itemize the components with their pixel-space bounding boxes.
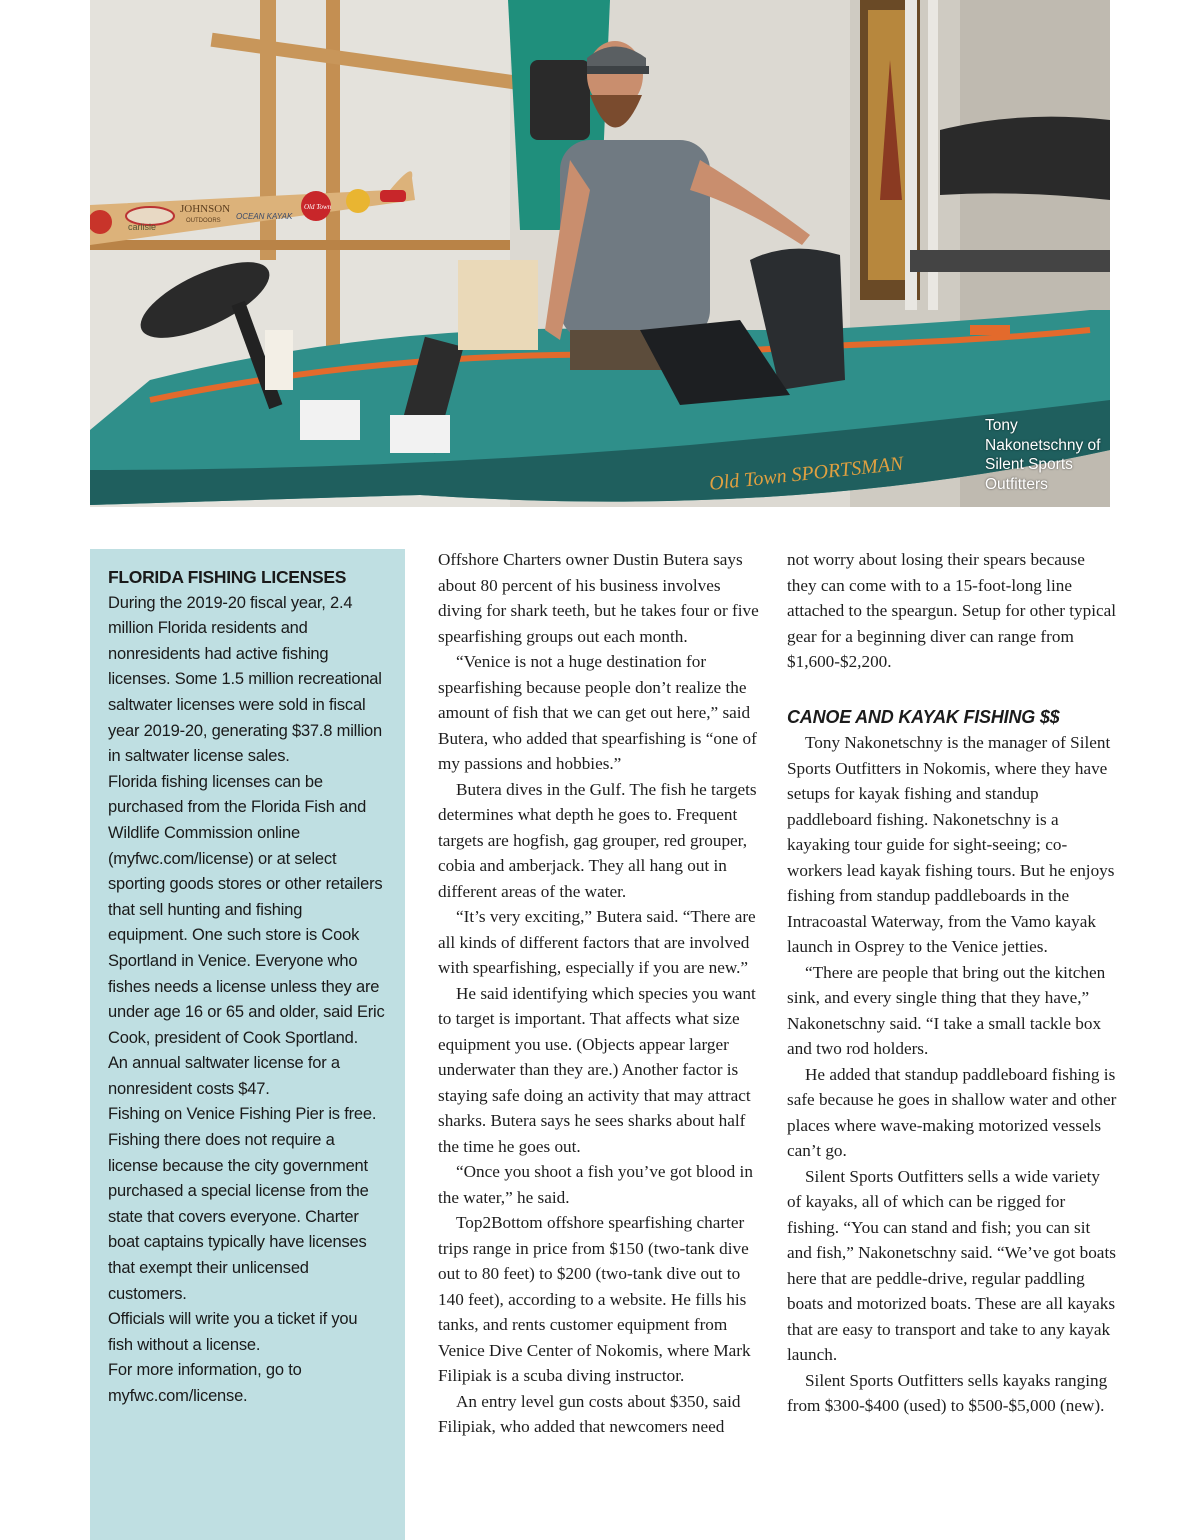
article-column-1 [438,547,768,1440]
article-paragraph: “Once you shoot a fish you’ve got blood in the water,” he said. [438,1162,753,1207]
kayak-photo-illustration [90,0,1110,507]
fishing-licenses-sidebar [90,549,405,1540]
article-paragraph: An entry level gun costs about $350, said Filipiak, who added that newcomers need [438,1391,741,1436]
article-photo [90,0,1110,507]
article-paragraph: Top2Bottom offshore spearfishing charter trips range in price from $150 (two-tank dive out to 80 feet) to $200 (two-tank dive out to 140 feet), according to a website. He fills his tanks, and rents customer equipment from Venice Dive Center of Nokomis, where Mark Filipiak is a scuba diving instructor. [438,1213,751,1385]
section-heading: CANOE AND KAYAK FISHING $$ [787,706,1060,727]
ocean-kayak-logo: OCEAN KAYAK [236,212,293,221]
article-paragraph: Butera dives in the Gulf. The fish he targets determines what depth he goes to. Frequent targets are hogfish, gag grouper, red grouper, cobia and amberjack. They all hang out in different areas of the water. [438,779,757,901]
photo-caption: Tony Nakonetschny of Silent Sports Outfitters [985,417,1101,493]
article-paragraph: “There are people that bring out the kitchen sink, and every single thing that they have,” Nakonetschny said. “I take a small tackle box and two rod holders. [787,962,1106,1058]
article-paragraph: He said identifying which species you want to target is important. That affects what size equipment you use. (Objects appear larger underwater than they are.) Another factor is staying safe doing an activity that may attract sharks. Butera says he sees sharks about half the time he goes out. [438,983,756,1156]
old-town-sportsman-logo: Old Town SPORTSMAN [708,452,905,495]
sidebar-title: FLORIDA FISHING LICENSES [108,567,347,587]
johnson-sub-logo: OUTDOORS [186,218,221,224]
article-paragraph: not worry about losing their spears because they can come with to a 15-foot-long line attached to the speargun. Setup for other typical gear for a beginning diver can range from $1,600-$2,200. [787,550,1117,671]
sidebar-paragraph: An annual saltwater license for a nonresident costs $47. [108,1054,340,1098]
article-paragraph: Silent Sports Outfitters sells kayaks ranging from $300-$400 (used) to $500-$5,000 (new). [787,1370,1108,1415]
sidebar-paragraph: For more information, go to myfwc.com/license. [108,1361,302,1405]
article-paragraph: “It’s very exciting,” Butera said. “There are all kinds of different factors that are involved with spearfishing, especially if you are new.” [438,907,756,977]
sidebar-paragraph: Florida fishing licenses can be purchased from the Florida Fish and Wildlife Commission online (myfwc.com/license) or at select sporting goods stores or other retailers that sell hunting and fishing equipment. One such store is Cook Sportland in Venice. Everyone who fishes needs a license unless they are under age 16 or 65 and older, said Eric Cook, president of Cook Sportland. [108,772,385,1047]
sidebar-paragraph: Fishing on Venice Fishing Pier is free. Fishing there does not require a license because the city government purchased a special license from the state that covers everyone. Charter boat captains typically have licenses that exempt their unlicensed customers. [108,1105,377,1303]
sidebar-paragraph: Officials will write you a ticket if you fish without a license. [108,1310,358,1354]
article-paragraph: Silent Sports Outfitters sells a wide variety of kayaks, all of which can be rigged for fishing. “You can stand and fish; you can sit and fish,” Nakonetschny said. “We’ve got boats here that are peddle-drive, regular paddling boats and motorized boats. These are all kayaks that are easy to transport and take to any kayak launch. [787,1166,1116,1364]
article-paragraph: Tony Nakonetschny is the manager of Silent Sports Outfitters in Nokomis, where they have setups for kayak fishing and standup paddleboard fishing. Nakonetschny is a kayaking tour guide for sight-seeing; co-workers lead kayak fishing tours. But he enjoys fishing from standup paddleboards in the Intracoastal Waterway, from the Vamo kayak launch in Osprey to the Venice jetties. [787,733,1115,956]
carlisle-logo: carlisle [128,222,157,232]
article-paragraph: He added that standup paddleboard fishing is safe because he goes in shallow water and other places where wave-making motorized vessels can’t go. [787,1064,1117,1160]
old-town-logo: Old Town [304,203,332,211]
johnson-logo: JOHNSON [180,203,231,215]
article-paragraph: “Venice is not a huge destination for spearfishing because people don’t realize the amount of fish that we can get out here,” said Butera, who added that spearfishing is “one of my passions and hobbies.” [438,652,757,773]
article-paragraph: Offshore Charters owner Dustin Butera says about 80 percent of his business involves diving for shark teeth, but he takes four or five spearfishing groups out each month. [438,550,759,646]
sidebar-paragraph: During the 2019-20 fiscal year, 2.4 million Florida residents and nonresidents had active fishing licenses. Some 1.5 million recreational saltwater licenses were sold in fiscal year 2019-20, generating $37.8 million in saltwater license sales. [108,593,383,766]
article-column-2 [787,547,1117,1419]
